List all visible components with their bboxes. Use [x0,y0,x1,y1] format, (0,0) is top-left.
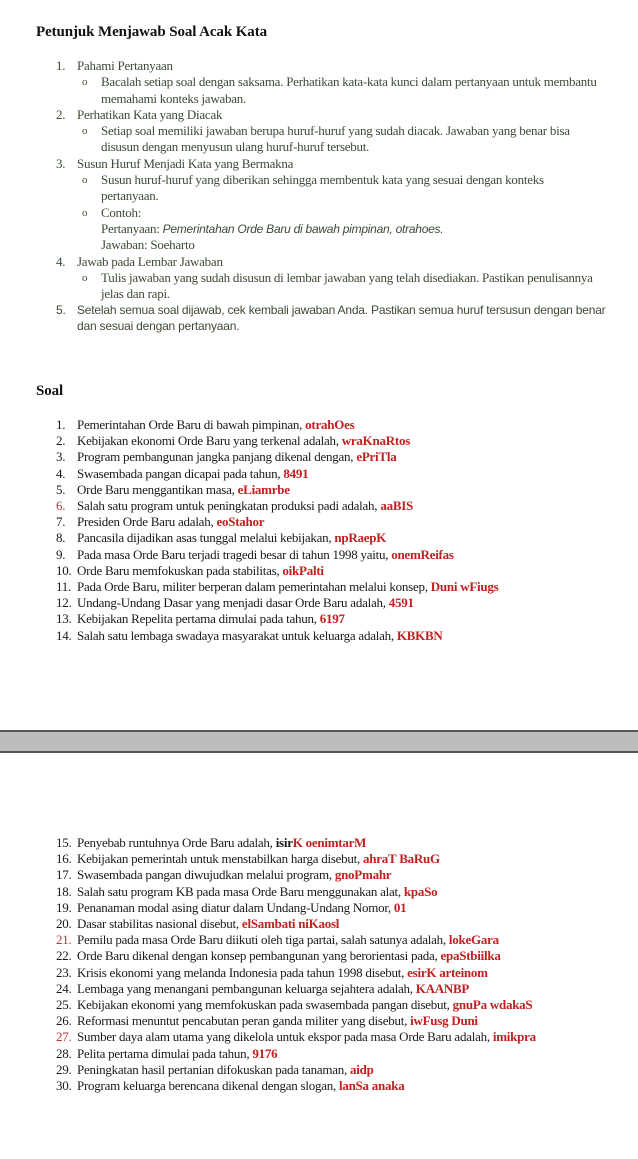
question-item [0,547,638,563]
question-number: 22. [56,948,72,964]
question-number: 21. [56,932,72,948]
question-number: 19. [56,899,72,915]
question-item [0,417,638,433]
scrambled-answer: ahraT BaRuG [363,851,440,867]
scrambled-answer: KBKBN [396,627,443,643]
question-text: Salah satu program KB pada masa Orde Baru menggunakan alat, [77,883,404,899]
question-item [0,835,638,851]
question-text: Kebijakan ekonomi Orde Baru yang terkenal adalah, [77,433,342,449]
question-number: 25. [56,997,72,1013]
question-text: Swasembada pangan dicapai pada tahun, [77,465,284,481]
question-number: 20. [56,916,72,932]
question-item [0,884,638,900]
instruction-label: Perhatikan Kata yang Diacak [77,106,223,122]
question-text: Pelita pertama dimulai pada tahun, [77,1045,253,1061]
instruction-sub-text: Contoh: [101,204,142,220]
bullet-icon: o [82,271,88,284]
question-text: Orde Baru menggantikan masa, [77,481,238,497]
question-number: 17. [56,867,72,883]
question-number: 2. [56,433,66,449]
page-break-bar [0,730,638,753]
document-page-2 [0,753,638,1159]
question-text: Sumber daya alam utama yang dikelola untuk ekspor pada masa Orde Baru adalah, [77,1029,493,1045]
question-text: Orde Baru memfokuskan pada stabilitas, [77,562,283,578]
scrambled-answer: imikpra [492,1029,536,1045]
question-number: 8. [56,530,66,546]
question-item [0,900,638,916]
question-item [0,916,638,932]
question-text: Presiden Orde Baru adalah, [77,514,217,530]
question-item [0,1013,638,1029]
page-title: Petunjuk Menjawab Soal Acak Kata [36,24,267,40]
instruction-sub-item [0,123,638,156]
scrambled-answer: lanSa anaka [338,1078,405,1094]
scrambled-answer: 9176 [252,1045,278,1061]
question-item [0,867,638,883]
instruction-label: Jawab pada Lembar Jawaban [77,253,223,269]
bullet-icon: o [82,174,88,187]
scrambled-answer: lokeGara [448,932,499,948]
instruction-sub-text: Setiap soal memiliki jawaban berupa huruf-huruf yang sudah diacak. Jawaban yang benar bisa disusun dengan menyusun ulang huruf-huruf tersebut. [101,123,570,155]
instruction-item [0,107,638,123]
scrambled-answer: npRaepK [334,530,387,546]
scrambled-answer: oikPalti [282,562,324,578]
question-number: 24. [56,980,72,996]
question-text: Krisis ekonomi yang melanda Indonesia pada tahun 1998 disebut, [77,964,408,980]
scrambled-answer: epaStbiilka [440,948,501,964]
scrambled-answer: eoStahor [216,514,265,530]
instruction-sub-text: Tulis jawaban yang sudah disusun di lembar jawaban yang telah disediakan. Pastikan penulisannya jelas dan rapi. [101,269,593,302]
question-item [0,997,638,1013]
question-number: 23. [56,964,72,980]
question-item [0,498,638,514]
scrambled-answer: iwFusg Duni [410,1013,478,1029]
question-item [0,851,638,867]
scrambled-answer: eLiamrbe [237,481,290,497]
question-text: Dasar stabilitas nasional disebut, [77,916,242,932]
question-text: Pemilu pada masa Orde Baru diikuti oleh tiga partai, salah satunya adalah, [77,932,449,948]
question-text: Program keluarga berencana dikenal dengan slogan, [77,1078,339,1094]
question-number: 26. [56,1013,72,1029]
scrambled-answer: 8491 [283,465,309,481]
question-item [0,563,638,579]
instruction-item [0,156,638,172]
question-item [0,628,638,644]
bullet-icon: o [82,125,88,138]
question-number: 15. [56,835,72,850]
section-heading-soal: Soal [36,383,64,399]
question-text: Pancasila dijadikan asas tunggal melalui kebijakan, [77,530,335,546]
question-number: 12. [56,595,72,611]
bullet-icon: o [82,76,88,89]
question-text: Penanaman modal asing diatur dalam Undang-Undang Nomor, [77,899,394,915]
question-text: Undang-Undang Dasar yang menjadi dasar Orde Baru adalah, [77,595,389,611]
scrambled-answer: 01 [393,899,407,915]
scrambled-answer: aaBIS [380,498,414,514]
question-item [0,1029,638,1045]
scrambled-answer: wraKnaRtos [341,433,411,449]
question-number: 1. [56,417,66,432]
example-answer [0,237,638,253]
instruction-sub-text: Susun huruf-huruf yang diberikan sehingga membentuk kata yang sesuai dengan konteks pertanyaan. [101,172,544,204]
bullet-icon: o [82,206,88,219]
scrambled-answer: otrahOes [305,417,355,432]
scrambled-answer: Duni wFiugs [430,579,499,595]
instruction-label: Pahami Pertanyaan [77,58,173,73]
question-item [0,530,638,546]
question-item [0,1046,638,1062]
question-number: 10. [56,562,72,578]
question-list-page-2 [0,835,638,1094]
question-text: Kebijakan Repelita pertama dimulai pada tahun, [77,611,320,627]
question-text: Peningkatan hasil pertanian difokuskan pada tanaman, [77,1061,351,1077]
instruction-item [0,254,638,270]
question-text: Pada Orde Baru, militer berperan dalam pemerintahan melalui konsep, [77,579,431,595]
question-text: Reformasi menuntut pencabutan peran ganda militer yang disebut, [77,1013,411,1029]
example-question-label: Pertanyaan: [101,220,163,236]
scrambled-answer: gnuPa wdakaS [452,997,533,1013]
question-item [0,595,638,611]
question-item [0,466,638,482]
question-number: 4. [56,465,66,481]
question-number: 5. [56,481,66,497]
question-number: 6. [56,498,66,514]
question-text: Swasembada pangan diwujudkan melalui program, [77,867,335,883]
question-number: 29. [56,1061,72,1077]
question-list-page-1 [0,417,638,644]
scrambled-answer: kpaSo [403,883,438,899]
question-text: Pemerintahan Orde Baru di bawah pimpinan, [77,417,306,432]
question-number: 27. [56,1029,72,1045]
example-answer-label: Jawaban: Soeharto [101,237,195,253]
question-number: 18. [56,883,72,899]
question-text: Pada masa Orde Baru terjadi tragedi besar di tahun 1998 yaitu, [77,546,392,562]
question-text: Penyebab runtuhnya Orde Baru adalah, [77,835,276,850]
question-item [0,1062,638,1078]
question-item [0,611,638,627]
question-item [0,932,638,948]
question-item [0,965,638,981]
scrambled-answer: 6197 [319,611,345,627]
example-question-text: Pemerintahan Orde Baru di bawah pimpinan, otrahoes. [162,221,444,236]
instruction-sub-text: Bacalah setiap soal dengan saksama. Perhatikan kata-kata kunci dalam pertanyaan untuk membantu memahami konteks jawaban. [101,74,597,106]
question-number: 7. [56,514,66,530]
question-text: Orde Baru dikenal dengan konsep pembangunan yang berorientasi pada, [77,948,441,964]
scrambled-answer-black-part: isir [275,835,293,850]
question-number: 30. [56,1078,72,1094]
instruction-sub-item [0,74,638,107]
scrambled-answer: onemReifas [391,546,454,562]
question-item [0,948,638,964]
instructions-list [0,58,638,334]
question-text: Kebijakan pemerintah untuk menstabilkan harga disebut, [77,851,364,867]
scrambled-answer: ePriTla [356,449,397,465]
question-number: 14. [56,627,72,643]
question-number: 16. [56,851,72,867]
question-item [0,981,638,997]
instruction-item [0,302,638,334]
question-number: 28. [56,1045,72,1061]
question-item [0,449,638,465]
question-item [0,433,638,449]
question-number: 3. [56,449,66,465]
scrambled-answer: aidp [350,1061,374,1077]
scrambled-answer: K oenimtarM [292,835,367,850]
question-number: 9. [56,546,66,562]
question-text: Lembaga yang menangani pembangunan keluarga sejahtera adalah, [77,980,416,996]
scrambled-answer: elSambati niKaosl [241,916,340,932]
scrambled-answer: esirK arteinom [407,964,488,980]
scrambled-answer: gnoPmahr [334,867,392,883]
question-text: Program pembangunan jangka panjang dikenal dengan, [77,449,357,465]
list-number: 4. [56,253,66,269]
list-number: 5. [56,303,66,318]
instruction-label: Susun Huruf Menjadi Kata yang Bermakna [77,155,294,171]
question-number: 13. [56,611,72,627]
list-number: 3. [56,155,66,171]
question-item [0,514,638,530]
instruction-sub-item [0,270,638,303]
scrambled-answer: 4591 [388,595,414,611]
list-number: 1. [56,58,66,73]
instruction-label: Setelah semua soal dijawab, cek kembali jawaban Anda. Pastikan semua huruf tersusun dengan benar dan sesuai dengan pertanyaan. [77,303,606,334]
question-text: Salah satu program untuk peningkatan produksi padi adalah, [77,498,381,514]
question-item [0,482,638,498]
instruction-sub-item [0,172,638,205]
instruction-item [0,58,638,74]
example-question [0,221,638,237]
instruction-sub-item [0,205,638,221]
question-text: Salah satu lembaga swadaya masyarakat untuk keluarga adalah, [77,627,397,643]
question-item [0,1078,638,1094]
scrambled-answer: KAANBP [415,980,470,996]
list-number: 2. [56,106,66,122]
question-item [0,579,638,595]
question-text: Kebijakan ekonomi yang memfokuskan pada swasembada pangan disebut, [77,997,453,1013]
question-number: 11. [56,579,72,595]
